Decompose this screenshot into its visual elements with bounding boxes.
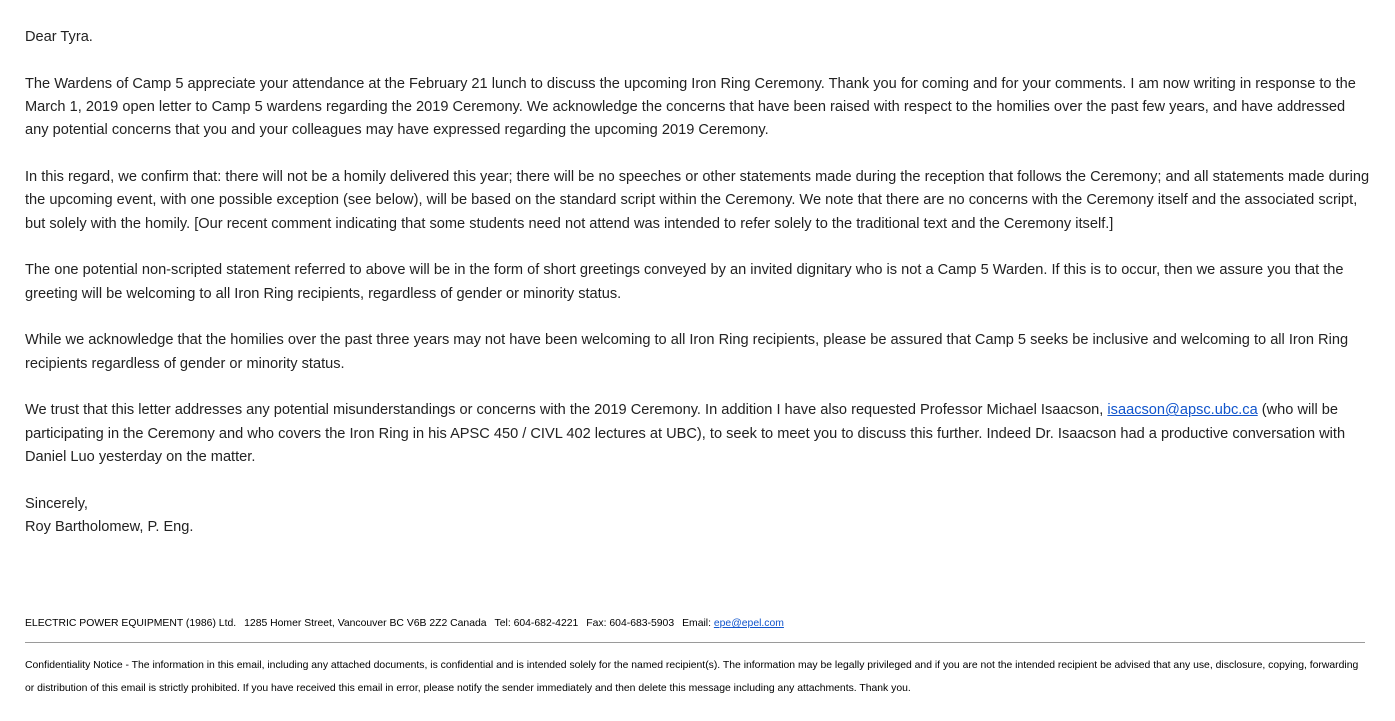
greeting: Dear Tyra. [25,29,93,45]
company-fax: Fax: 604-683-5903 [586,618,675,629]
paragraph-followup [25,399,1370,469]
email-footer [25,617,1365,700]
company-tel: Tel: 604-682-4221 [494,618,579,629]
email-label: Email: [682,618,711,629]
paragraph-non-scripted-statement: The one potential non-scripted statement referred to above will be in the form of short greetings conveyed by an invited dignitary who is not a Camp 5 Warden. If this is to occur, then we assure you that the greeting will be welcoming to all Iron Ring recipients, regardless of gender or minority status. [25,262,1344,302]
paragraph-inclusivity: While we acknowledge that the homilies over the past three years may not have been welcoming to all Iron Ring recipients, please be assured that Camp 5 seeks be inclusive and welcoming to all Iron Ring recipients regardless of gender or minority status. [25,332,1349,372]
signature: Roy Bartholomew, P. Eng. [25,518,194,535]
footer-divider [25,642,1365,643]
company-email-link[interactable]: epe@epel.com [713,618,784,629]
followup-text-before-link: We trust that this letter addresses any potential misunderstandings or concerns with the 2019 Ceremony. In addition I have also requested Professor Michael Isaacson, [25,402,1108,419]
isaacson-email-link[interactable]: isaacson@apsc.ubc.ca [1107,402,1258,419]
paragraph-meeting-thanks: The Wardens of Camp 5 appreciate your attendance at the February 21 lunch to discuss the upcoming Iron Ring Ceremony. Thank you for coming and for your comments. I am now writing in response to the March 1, 2019 open letter to Camp 5 wardens regarding the 2019 Ceremony. We acknowledge the concerns that have been raised with respect to the homilies over the past few years, and have addressed any potential concerns that you and your colleagues may have expressed regarding the upcoming 2019 Ceremony. [25,75,1356,139]
company-address: 1285 Homer Street, Vancouver BC V6B 2Z2 Canada [244,618,487,629]
letter-body [25,26,1370,539]
confidentiality-notice: Confidentiality Notice - The information in this email, including any attached documents, is confidential and is intended solely for the named recipient(s). The information may be legally privileged and if you are not the intended recipient be advised that any use, disclosure, copying, forwarding or distribution of this email is strictly prohibited. If you have received this email in error, please notify the sender immediately and then delete this message including any attachments. Thank you. [25,660,1359,694]
company-contact-line [25,617,1365,631]
company-name: ELECTRIC POWER EQUIPMENT (1986) Ltd. [25,618,237,629]
followup-text-after-link: (who will be participating in the Ceremony and who covers the Iron Ring in his APSC 450 / CIVL 402 lectures at UBC), to seek to meet you to discuss this further. Indeed Dr. Isaacson had a productive conversation with Daniel Luo yesterday on the matter. [25,402,1346,465]
paragraph-confirmation: In this regard, we confirm that: there will not be a homily delivered this year; there will be no speeches or other statements made during the reception that follows the Ceremony; and all statements made during the upcoming event, with one possible exception (see below), will be based on the standard script within the Ceremony. We note that there are no concerns with the Ceremony itself and the associated script, but solely with the homily. [Our recent comment indicating that some students need not attend was intended to refer solely to the traditional text and the Ceremony itself.] [25,168,1370,232]
closing: Sincerely, [25,495,88,512]
